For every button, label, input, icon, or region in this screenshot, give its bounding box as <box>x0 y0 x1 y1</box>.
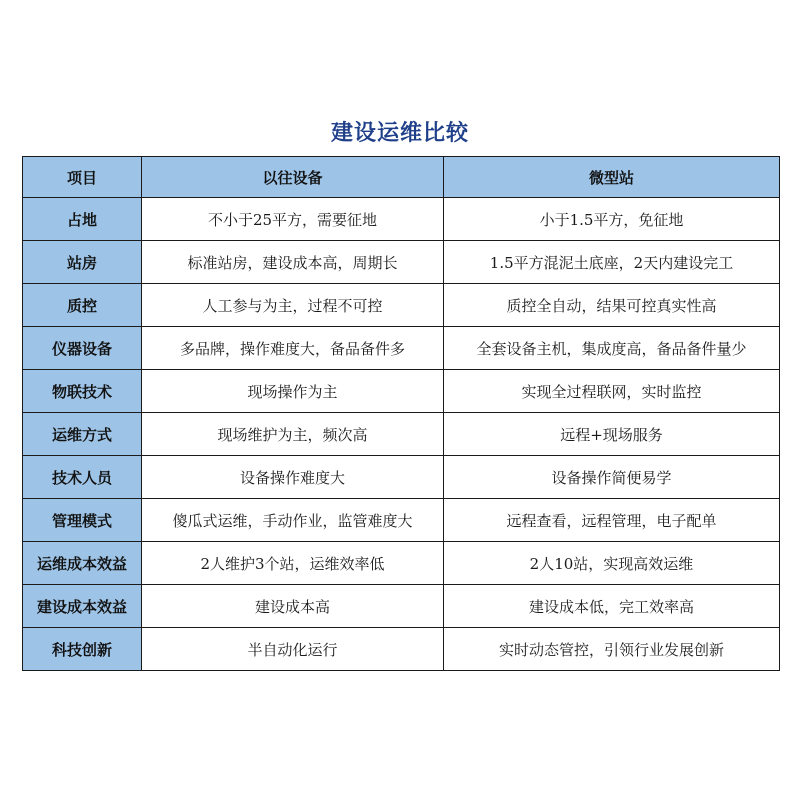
table-row <box>23 456 780 499</box>
new-value: 建设成本低，完工效率高 <box>444 585 780 628</box>
old-value: 2人维护3个站，运维效率低 <box>142 542 444 585</box>
row-label: 运维方式 <box>23 413 142 456</box>
table-row <box>23 370 780 413</box>
table-row <box>23 198 780 241</box>
table-row <box>23 413 780 456</box>
old-value: 人工参与为主，过程不可控 <box>142 284 444 327</box>
new-value: 质控全自动，结果可控真实性高 <box>444 284 780 327</box>
table-row <box>23 585 780 628</box>
new-value: 实时动态管控，引领行业发展创新 <box>444 628 780 671</box>
new-value: 小于1.5平方，免征地 <box>444 198 780 241</box>
table-row <box>23 284 780 327</box>
new-value: 设备操作简便易学 <box>444 456 780 499</box>
row-label: 站房 <box>23 241 142 284</box>
old-value: 标准站房，建设成本高，周期长 <box>142 241 444 284</box>
header-micro-station: 微型站 <box>444 157 780 198</box>
new-value: 1.5平方混泥土底座，2天内建设完工 <box>444 241 780 284</box>
row-label: 建设成本效益 <box>23 585 142 628</box>
row-label: 占地 <box>23 198 142 241</box>
header-old-equipment: 以往设备 <box>142 157 444 198</box>
row-label: 管理模式 <box>23 499 142 542</box>
old-value: 建设成本高 <box>142 585 444 628</box>
new-value: 远程查看，远程管理，电子配单 <box>444 499 780 542</box>
table-header-row <box>23 157 780 198</box>
header-item: 项目 <box>23 157 142 198</box>
table-row <box>23 241 780 284</box>
old-value: 现场操作为主 <box>142 370 444 413</box>
old-value: 半自动化运行 <box>142 628 444 671</box>
table-row <box>23 628 780 671</box>
new-value: 2人10站，实现高效运维 <box>444 542 780 585</box>
row-label: 仪器设备 <box>23 327 142 370</box>
row-label: 运维成本效益 <box>23 542 142 585</box>
old-value: 现场维护为主，频次高 <box>142 413 444 456</box>
table-row <box>23 499 780 542</box>
comparison-table <box>22 156 780 671</box>
old-value: 设备操作难度大 <box>142 456 444 499</box>
old-value: 不小于25平方，需要征地 <box>142 198 444 241</box>
new-value: 实现全过程联网，实时监控 <box>444 370 780 413</box>
old-value: 傻瓜式运维，手动作业，监管难度大 <box>142 499 444 542</box>
row-label: 科技创新 <box>23 628 142 671</box>
table-row <box>23 327 780 370</box>
row-label: 技术人员 <box>23 456 142 499</box>
table-row <box>23 542 780 585</box>
new-value: 全套设备主机，集成度高，备品备件量少 <box>444 327 780 370</box>
row-label: 物联技术 <box>23 370 142 413</box>
row-label: 质控 <box>23 284 142 327</box>
new-value: 远程+现场服务 <box>444 413 780 456</box>
page-title: 建设运维比较 <box>330 121 469 146</box>
old-value: 多品牌，操作难度大，备品备件多 <box>142 327 444 370</box>
